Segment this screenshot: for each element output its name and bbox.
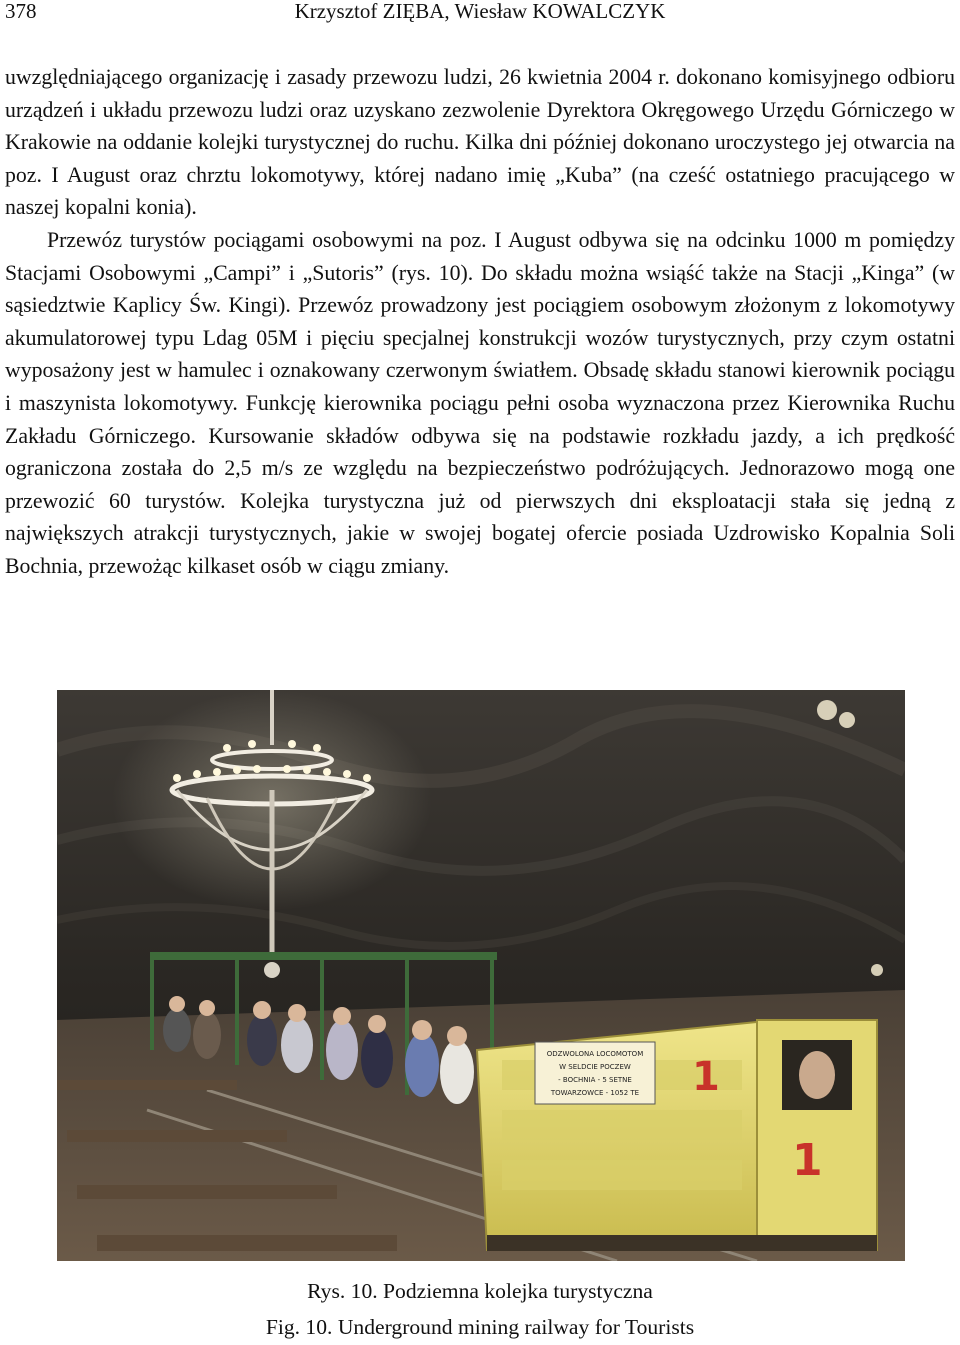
photo-illustration bbox=[57, 690, 905, 1261]
running-head: Krzysztof ZIĘBA, Wiesław KOWALCZYK bbox=[294, 0, 666, 23]
locomotive bbox=[477, 1020, 877, 1251]
body-text bbox=[5, 61, 955, 583]
page-number: 378 bbox=[5, 0, 37, 23]
page-header bbox=[0, 0, 960, 30]
plate-line-1: ODZWOLONA LOCOMOTOM bbox=[546, 1050, 644, 1058]
paragraph-1: uwzględniającego organizację i zasady przewozu ludzi, 26 kwietnia 2004 r. dokonano komisyjnego odbioru urządzeń i układu przewozu ludzi oraz uzyskano zezwolenie Dyrektora Okręgowego Urzędu Górniczego w Krakowie na oddanie kolejki turystycznej do ruchu. Kilka dni później dokonano uroczystego jej otwarcia na poz. I August oraz chrztu lokomotywy, której nadano imię „Kuba” (na cześć ostatniego pracującego w naszej kopalni konia). bbox=[5, 65, 955, 220]
plate-line-2: W SELDCIE POCZEW bbox=[559, 1063, 631, 1071]
driver bbox=[799, 1051, 835, 1099]
figure-caption-polish: Rys. 10. Podziemna kolejka turystyczna bbox=[307, 1279, 653, 1303]
figure-caption-english: Fig. 10. Underground mining railway for Tourists bbox=[265, 1315, 695, 1339]
figure-photo-underground-railway bbox=[57, 690, 905, 1261]
locomotive-number-side: 1 bbox=[692, 1054, 720, 1100]
paragraph-2: Przewóz turystów pociągami osobowymi na poz. I August odbywa się na odcinku 1000 m pomiędzy Stacjami Osobowymi „Campi” i „Sutoris” (rys. 10). Do składu można wsiąść także na Stacji „Kinga” (w sąsiedztwie Kaplicy Św. Kingi). Przewóz prowadzony jest pociągiem osobowym złożonym z lokomotywy akumulatorowej typu Ldag 05M i pięciu specjalnej konstrukcji wozów turystycznych, przy czym ostatni wyposażony jest w hamulec i oznakowany czerwonym światłem. Obsadę składu stanowi kierownik pociągu i maszynista lokomotywy. Funkcję kierownika pociągu pełni osoba wyznaczona przez Kierownika Ruchu Zakładu Górniczego. Kursowanie składów odbywa się na podstawie rozkładu jazdy, a ich prędkość ograniczona została do 2,5 m/s ze względu na bezpieczeństwo podróżujących. Jednorazowo mogą one przewozić 60 turystów. Kolejka turystyczna już od pierwszych dni eksploatacji stała się jedną z największych atrakcji turystycznych, jakie w swojej bogatej ofercie posiada Uzdrowisko Kopalnia Soli Bochnia, przewożąc kilkaset osób w ciągu zmiany. bbox=[5, 227, 955, 578]
plate-line-3: - BOCHNIA - 5 SETNE bbox=[558, 1076, 632, 1084]
plate-line-4: TOWARZOWCE - 1052 TE bbox=[550, 1089, 640, 1097]
locomotive-number-front: 1 bbox=[792, 1135, 823, 1186]
